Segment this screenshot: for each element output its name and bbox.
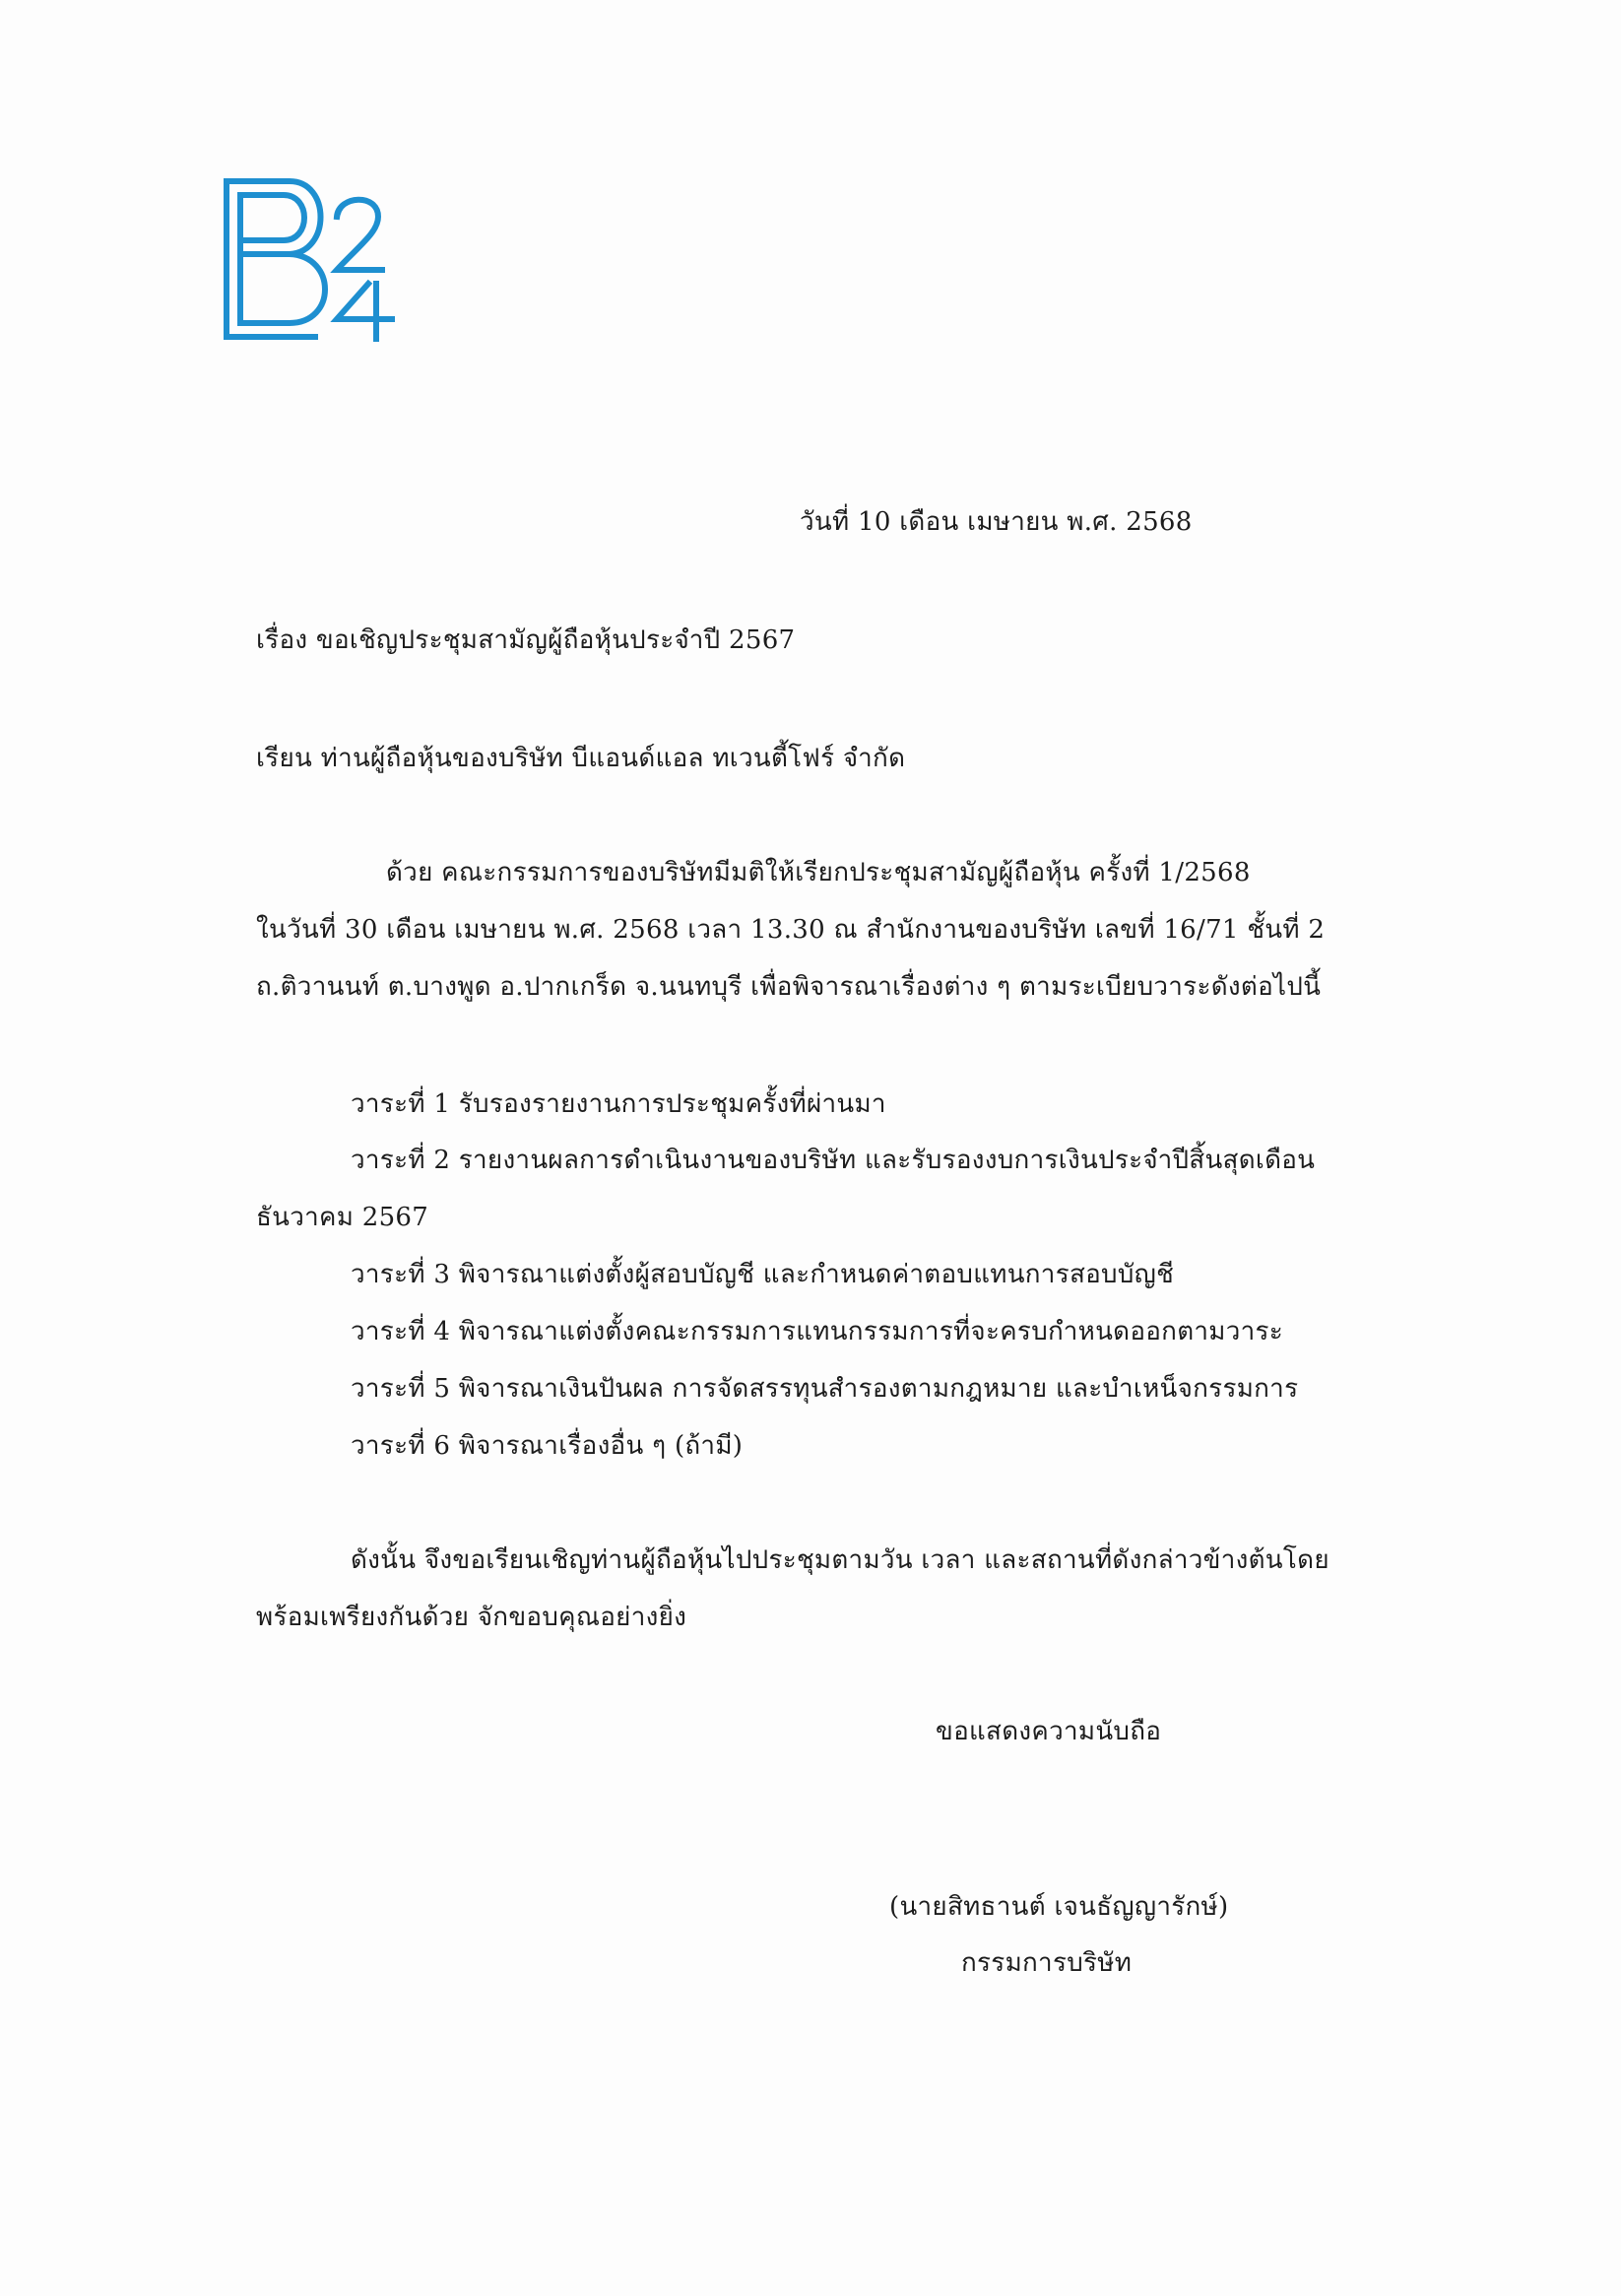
intro-line: ในวันที่ 30 เดือน เมษายน พ.ศ. 2568 เวลา 13.30 ณ สำนักงานของบริษัท เลขที่ 16/71 ชั้นที่ 2 [256, 915, 1326, 945]
agenda-item-3: วาระที่ 3 พิจารณาแต่งตั้งผู้สอบบัญชี และกำหนดค่าตอบแทนการสอบบัญชี [351, 1260, 1175, 1289]
intro-line: ด้วย คณะกรรมการของบริษัทมีมติให้เรียกประชุมสามัญผู้ถือหุ้น ครั้งที่ 1/2568 [386, 858, 1251, 887]
agenda-item-2: วาระที่ 2 รายงานผลการดำเนินงานของบริษัท และรับรองงบการเงินประจำปีสิ้นสุดเดือน [351, 1146, 1316, 1175]
agenda-item-5: วาระที่ 5 พิจารณาเงินปันผล การจัดสรรทุนสำรองตามกฎหมาย และบำเหน็จกรรมการ [351, 1374, 1299, 1404]
letter-salutation: เรียน ท่านผู้ถือหุ้นของบริษัท บีแอนด์แอล ทเวนตี้โฟร์ จำกัด [256, 744, 906, 773]
intro-line: ถ.ติวานนท์ ต.บางพูด อ.ปากเกร็ด จ.นนทบุรี เพื่อพิจารณาเรื่องต่าง ๆ ตามระเบียบวาระดังต่อไปนี้ [256, 972, 1322, 1002]
invitation-line: พร้อมเพรียงกันด้วย จักขอบคุณอย่างยิ่ง [256, 1603, 687, 1632]
letter-subject: เรื่อง ขอเชิญประชุมสามัญผู้ถือหุ้นประจำปี 2567 [256, 625, 796, 655]
agenda-item-1: วาระที่ 1 รับรองรายงานการประชุมครั้งที่ผ่านมา [351, 1089, 886, 1119]
closing-phrase: ขอแสดงความนับถือ [936, 1717, 1162, 1746]
company-logo [221, 175, 402, 343]
agenda-item-4: วาระที่ 4 พิจารณาแต่งตั้งคณะกรรมการแทนกรรมการที่จะครบกำหนดออกตามวาระ [351, 1317, 1284, 1346]
signer-name: (นายสิทธานต์ เจนธัญญารักษ์) [889, 1892, 1229, 1922]
signer-title: กรรมการบริษัท [961, 1948, 1133, 1978]
letter-date: วันที่ 10 เดือน เมษายน พ.ศ. 2568 [800, 507, 1193, 537]
agenda-item-2-continued: ธันวาคม 2567 [256, 1203, 429, 1232]
agenda-item-6: วาระที่ 6 พิจารณาเรื่องอื่น ๆ (ถ้ามี) [351, 1431, 744, 1461]
invitation-line: ดังนั้น จึงขอเรียนเชิญท่านผู้ถือหุ้นไปประชุมตามวัน เวลา และสถานที่ดังกล่าวข้างต้นโดย [351, 1545, 1329, 1575]
